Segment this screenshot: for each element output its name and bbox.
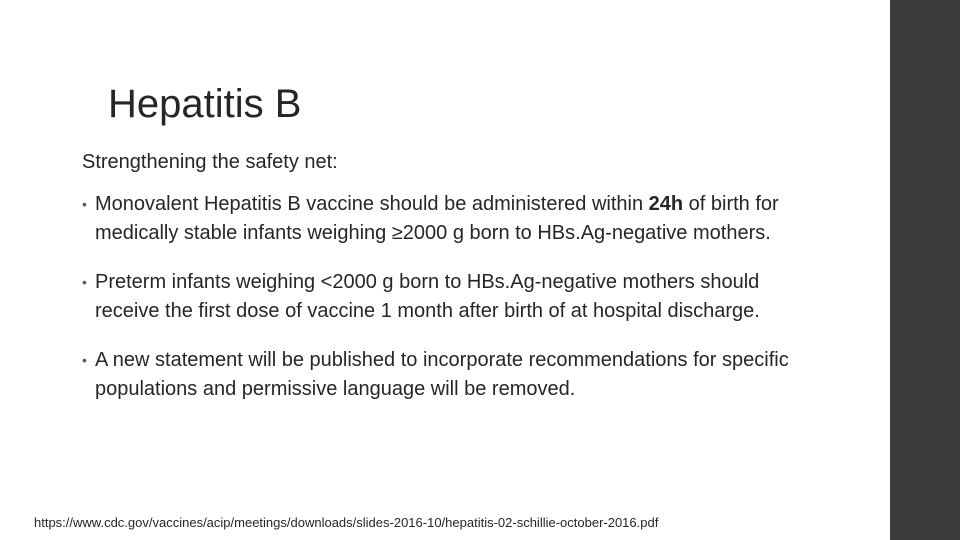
bullet-text-1-bold: 24h <box>648 193 684 215</box>
bullet-item-3 <box>82 346 822 404</box>
bullet-text-3: A new statement will be published to incorporate recommendations for specific populations and permissive language will be removed. <box>95 349 789 400</box>
bullet-text-1-start: Monovalent Hepatitis B vaccine should be administered within <box>95 193 649 215</box>
source-link[interactable]: https://www.cdc.gov/vaccines/acip/meetings/downloads/slides-2016-10/hepatitis-02-schillie-october-2016.pdf <box>34 515 659 530</box>
right-accent-band <box>890 0 960 540</box>
bullet-item-2 <box>82 268 822 326</box>
bullet-text-1-end: of birth for medically stable infants weighing ≥2000 g born to HBs.Ag-negative mothers. <box>95 193 779 244</box>
bullet-text-2: Preterm infants weighing <2000 g born to HBs.Ag-negative mothers should receive the first dose of vaccine 1 month after birth of at hospital discharge. <box>95 271 760 322</box>
bullet-icon: • <box>82 352 87 368</box>
bullet-item-1 <box>82 190 822 248</box>
slide-title: Hepatitis B <box>108 82 302 126</box>
intro-text: Strengthening the safety net: <box>82 151 338 173</box>
bullet-list <box>82 190 822 424</box>
bullet-icon: • <box>82 274 87 290</box>
bullet-icon: • <box>82 196 87 212</box>
